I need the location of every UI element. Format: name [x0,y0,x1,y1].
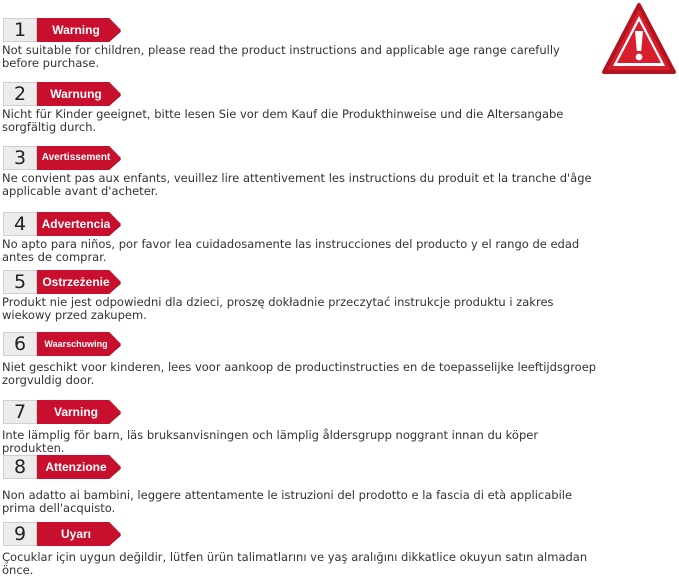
entry-number: 2 [3,82,37,106]
warning-entry-4 [0,212,600,264]
warning-text: Not suitable for children, please read the product instructions and applicable age range carefully before purchase. [2,43,560,70]
warning-entry-7 [0,400,600,455]
entry-number: 6 [3,332,37,356]
warning-text: Niet geschikt voor kinderen, lees voor aankoop de productinstructies en de toepasselijke leeftijdsgroep zorgvuldig door. [2,360,597,387]
warning-entry-5 [0,270,600,322]
warning-label: Avertissement [41,152,111,163]
warning-badge [0,82,122,106]
warning-text: Ne convient pas aux enfants, veuillez lire attentivement les instructions du produit et la tranche d'âge applicable avant d'acheter. [2,171,592,198]
warning-text: Inte lämplig för barn, läs bruksanvisningen och lämplig åldersgrupp noggrant innan du köper produkten. [2,428,539,455]
entry-number: 9 [3,522,37,546]
warning-text: Nicht für Kinder geeignet, bitte lesen Sie vor dem Kauf die Produkthinweise und die Altersangabe sorgfältig durch. [2,107,564,134]
warning-badge [0,270,122,294]
warning-text: No apto para niños, por favor lea cuidadosamente las instrucciones del producto y el rango de edad antes de comprar. [2,237,580,264]
warning-label: Ostrzeżenie [42,275,110,289]
warning-badge [0,332,122,356]
warning-badge [0,146,122,170]
warning-badge [0,212,122,236]
warning-label: Warning [52,23,100,37]
entry-number: 8 [3,455,37,479]
entry-number: 4 [3,212,37,236]
entry-number: 1 [3,18,37,42]
warning-badge [0,400,122,424]
warning-label: Attenzione [45,460,107,474]
warning-entry-1 [0,18,600,70]
warning-badge [0,522,122,546]
warning-badge [0,18,122,42]
warning-entry-2 [0,82,600,134]
warning-text: Non adatto ai bambini, leggere attentamente le istruzioni del prodotto e la fascia di età applicabile prima dell'acquisto. [2,488,573,515]
warning-entry-9 [0,522,600,577]
entry-number: 3 [3,146,37,170]
warning-entry-3 [0,146,600,198]
warning-entry-6 [0,332,600,387]
entry-number: 5 [3,270,37,294]
warning-label: Varning [53,405,98,419]
warning-label: Waarschuwing [44,339,108,349]
warning-triangle-icon [601,2,677,76]
warning-label: Advertencia [41,217,111,231]
warning-label: Uyarı [60,527,92,541]
warning-entry-8 [0,455,600,515]
warning-label: Warnung [50,87,102,101]
warning-text: Produkt nie jest odpowiedni dla dzieci, proszę dokładnie przeczytać instrukcje produktu i zakres wiekowy przed zakupem. [2,295,554,322]
warning-badge [0,455,122,479]
entry-number: 7 [3,400,37,424]
warning-text: Çocuklar için uygun değildir, lütfen ürün talimatlarını ve yaş aralığını dikkatlice okuyun satın almadan önce. [2,550,588,577]
